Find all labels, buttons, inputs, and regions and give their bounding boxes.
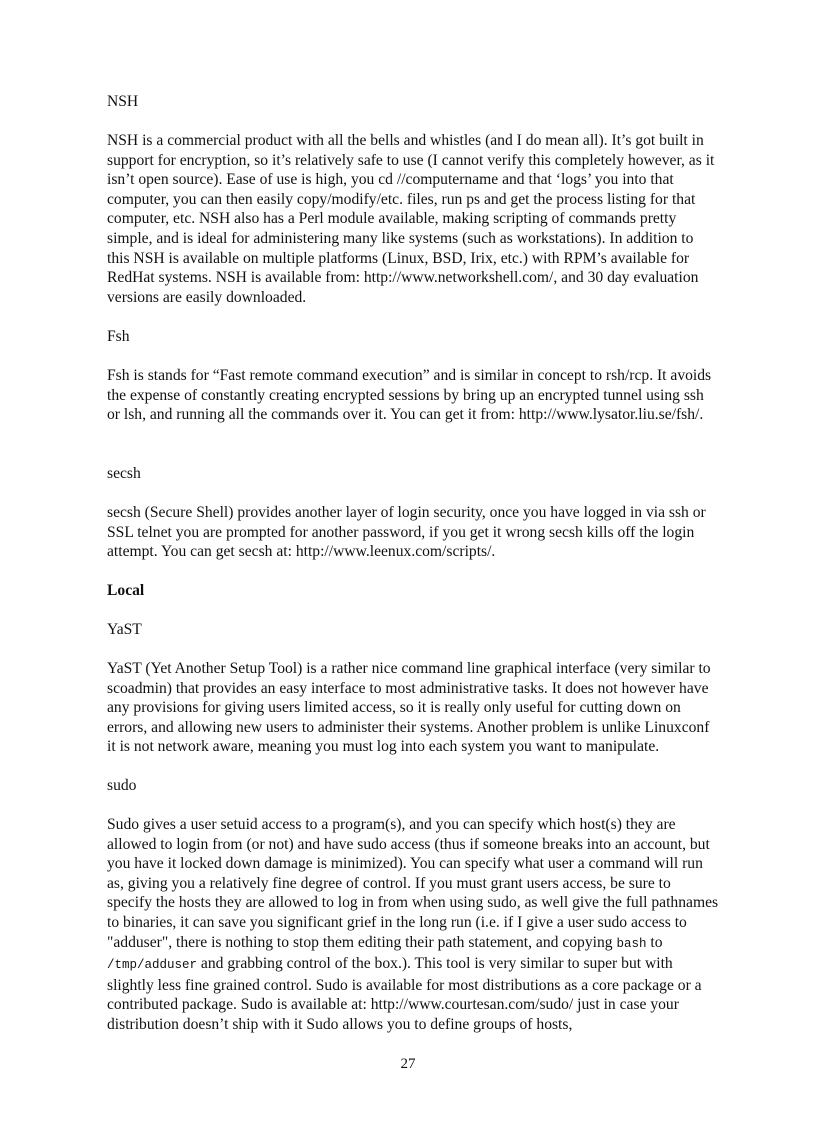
section-heading-yast: YaST [107, 621, 142, 638]
paragraph-yast: YaST (Yet Another Setup Tool) is a rather nice command line graphical interface (very similar to scoadmin) that provides an easy interface to most administrative tasks. It does not however have any provisions for giving users limited access, so it is really only useful for cutting down on errors, and allowing new users to administer their systems. Another problem is unlike Linuxconf it is not network aware, meaning you must log into each system you want to manipulate. [107, 660, 711, 756]
sudo-text-part2: to [646, 933, 663, 951]
section-heading-fsh: Fsh [107, 328, 130, 345]
paragraph-secsh: secsh (Secure Shell) provides another layer of login security, once you have logged in via ssh or SSL telnet you are prompted for another password, if you get it wrong secsh kills off the login attempt. You can get secsh at: http://www.leenux.com/scripts/. [107, 504, 706, 561]
sudo-text-part3: and grabbing control of the box.). This tool is very similar to super but with slightly less fine grained control. Sudo is available for most distributions as a core package or a contributed package. Sudo is available at: http://www.courtesan.com/sudo/ just in case your distribution doesn’t ship with it Sudo allows you to define groups of hosts, [107, 955, 702, 1033]
section-heading-local: Local [107, 582, 145, 599]
paragraph-sudo [107, 815, 719, 1035]
page-number: 27 [400, 1056, 416, 1072]
code-bash: bash [616, 936, 647, 951]
section-heading-secsh: secsh [107, 465, 141, 482]
sudo-text-part1: Sudo gives a user setuid access to a program(s), and you can specify which host(s) they are allowed to login from (or not) and have sudo access (thus if someone breaks into an account, but you have it locked down damage is minimized). You can specify what user a command will run as, giving you a relatively fine degree of control. If you must grant users access, be sure to specify the hosts they are allowed to log in from when using sudo, as well give the full pathnames to binaries, it can save you significant grief in the long run (i.e. if I give a user sudo access to "adduser", there is nothing to stop them editing their path statement, and copying [107, 816, 719, 951]
section-heading-nsh: NSH [107, 93, 139, 110]
paragraph-fsh: Fsh is stands for “Fast remote command execution” and is similar in concept to rsh/rcp. It avoids the expense of constantly creating encrypted sessions by bring up an encrypted tunnel using ssh or lsh, and running all the commands over it. You can get it from: http://www.lysator.liu.se/fsh/. [107, 367, 712, 424]
code-tmp-adduser: /tmp/adduser [107, 958, 198, 973]
section-heading-sudo: sudo [107, 777, 137, 794]
paragraph-nsh: NSH is a commercial product with all the bells and whistles (and I do mean all). It’s got built in support for encryption, so it’s relatively safe to use (I cannot verify this completely however, as it isn’t open source). Ease of use is high, you cd //computername and that ‘logs’ you into that computer, you can then easily copy/modify/etc. files, run ps and get the process listing for that computer, etc. NSH also has a Perl module available, making scripting of commands pretty simple, and is ideal for administering many like systems (such as workstations). In addition to this NSH is available on multiple platforms (Linux, BSD, Irix, etc.) with RPM’s available for RedHat systems. NSH is available from: http://www.networkshell.com/, and 30 day evaluation versions are easily downloaded. [107, 132, 715, 306]
